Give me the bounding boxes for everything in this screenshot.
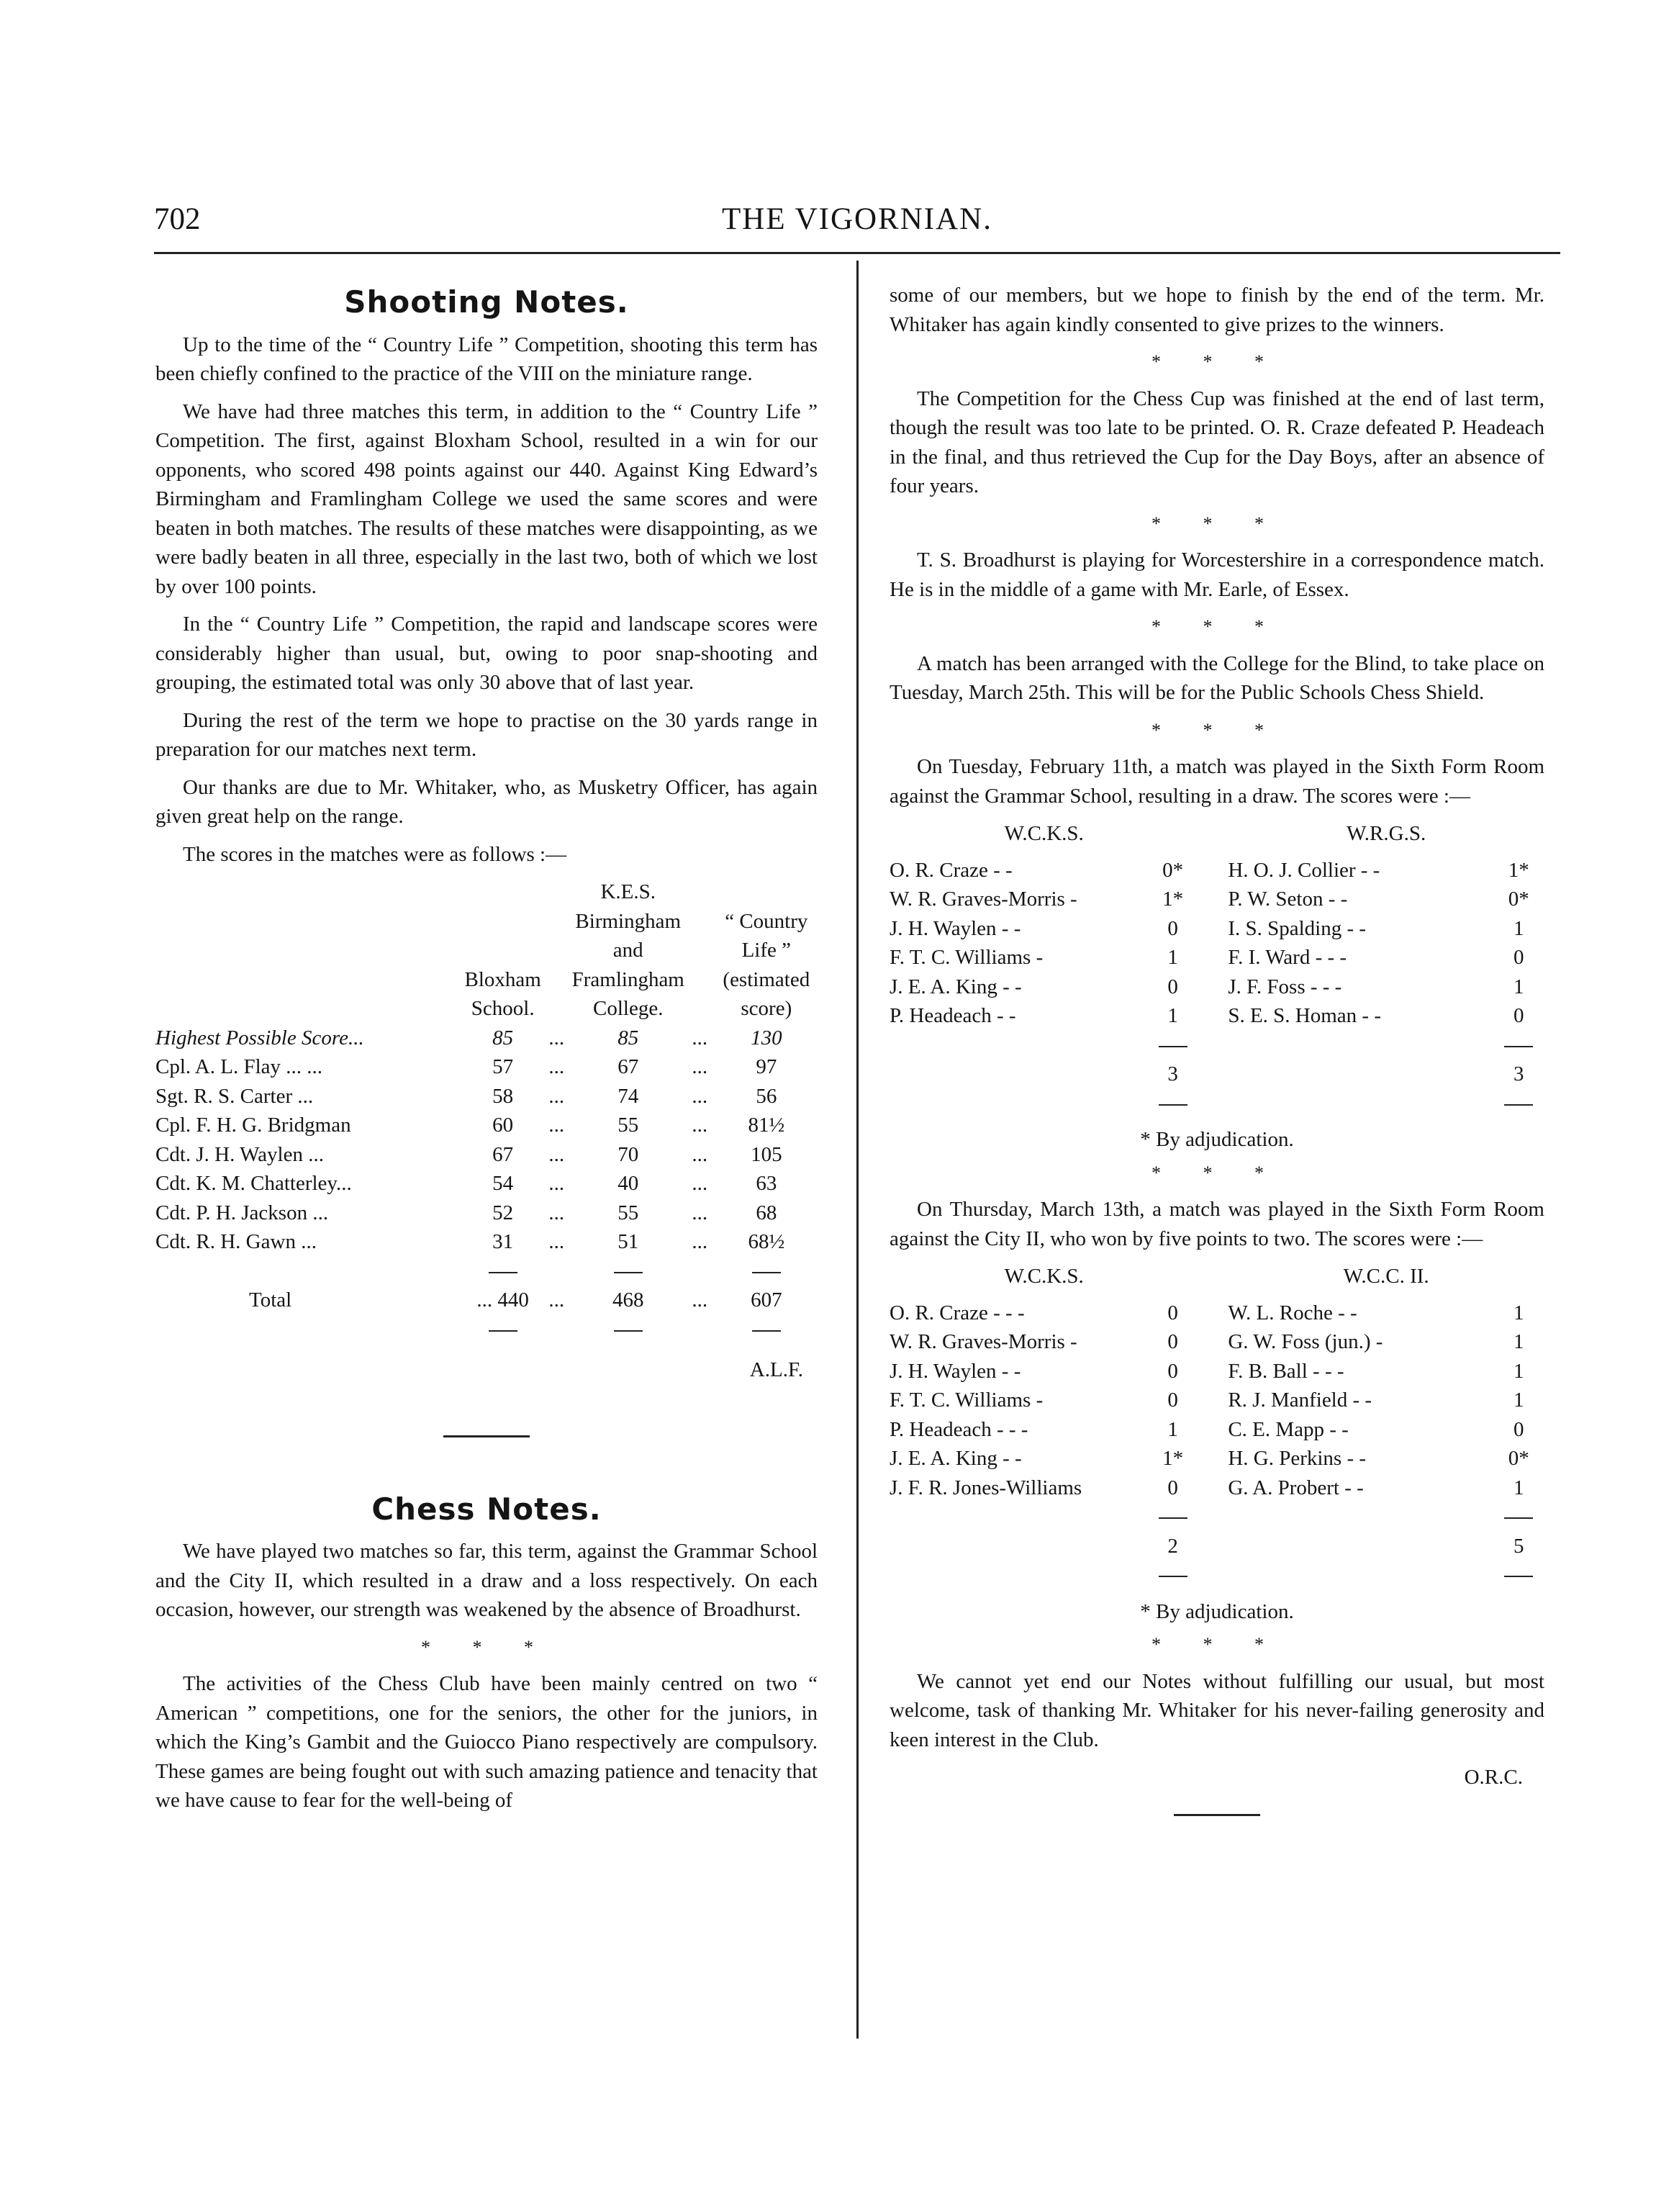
col-header-bloxham: Bloxham School.: [464, 967, 541, 1020]
match2-header: [890, 1262, 1544, 1299]
chess-blind: A match has been arranged with the College for the Blind, to take place on Tuesday, March 25th. This will be for the Public Schools Chess Shield.: [890, 651, 1544, 704]
chess-closing: We cannot yet end our Notes without fulfilling our usual, but most welcome, task of thanking Mr. Whitaker for his never-failing generosity and keen interest in the Club.: [890, 1669, 1544, 1751]
player1: J. E. A. King - -: [890, 975, 1022, 998]
score1: 0: [1167, 1476, 1178, 1499]
player1: W. R. Graves-Morris -: [890, 1330, 1077, 1353]
player2: G. W. Foss (jun.) -: [1228, 1330, 1383, 1353]
table-row: [155, 1052, 818, 1082]
score1: 1: [1167, 1417, 1178, 1441]
table-row: [890, 856, 1544, 885]
score2: 0*: [1508, 888, 1529, 911]
right-column: [890, 281, 1544, 1816]
score1: 0*: [1162, 858, 1184, 882]
player1: J. H. Waylen - -: [890, 916, 1021, 940]
score1: 1: [1167, 946, 1178, 969]
chess-broadhurst: T. S. Broadhurst is playing for Worcestershire in a correspondence match. He is in the middle of a game with Mr. Earle, of Essex.: [890, 549, 1544, 601]
team2-name: W.R.G.S.: [1347, 822, 1426, 845]
total1: 2: [1167, 1534, 1178, 1558]
row-dots: ...: [548, 1201, 565, 1224]
score1: 1*: [1162, 1447, 1184, 1470]
table-row: [890, 1473, 1544, 1503]
player2: I. S. Spalding - -: [1228, 916, 1367, 940]
column-divider: [856, 261, 859, 2039]
row-c2: 55: [617, 1114, 639, 1137]
row-c3: 68: [756, 1201, 777, 1224]
row-name: Cpl. A. L. Flay ... ...: [155, 1055, 323, 1078]
row-dots: ...: [548, 1055, 565, 1078]
stars-separator: * * *: [1151, 719, 1282, 741]
chess-continued: some of our members, but we hope to finish by the end of the term. Mr. Whitaker has again kindly consented to give prizes to the winners.: [890, 284, 1544, 336]
shooting-heading: Shooting Notes.: [344, 284, 629, 320]
score1: 1: [1167, 1004, 1178, 1027]
match1-table: [890, 819, 1544, 1118]
sum-rule: [1159, 1576, 1187, 1577]
score2: 0: [1513, 946, 1524, 969]
score2: 1*: [1508, 858, 1529, 882]
row-name: Cdt. P. H. Jackson ...: [155, 1201, 329, 1224]
score1: 0: [1167, 1359, 1178, 1383]
sum-rule: [752, 1272, 781, 1273]
player2: F. I. Ward - - -: [1228, 946, 1347, 969]
total1: 3: [1167, 1062, 1178, 1085]
row-c1: 54: [492, 1172, 514, 1195]
sum-rule-row: [155, 1315, 818, 1345]
player1: W. R. Graves-Morris -: [890, 888, 1077, 911]
player1: J. E. A. King - -: [890, 1447, 1022, 1470]
total-row: [890, 1060, 1544, 1089]
table-row: [890, 1386, 1544, 1415]
stars-separator: * * *: [1151, 616, 1282, 637]
row-dots: ...: [548, 1288, 565, 1312]
row-dots: ...: [692, 1288, 708, 1312]
sum-rule: [1159, 1104, 1187, 1106]
row-c3: 56: [756, 1084, 777, 1108]
score1: 0: [1167, 1301, 1178, 1324]
sum-rule-row: [890, 1031, 1544, 1060]
table-header-row: [155, 877, 818, 1024]
row-c1: 85: [492, 1026, 514, 1049]
row-dots: ...: [548, 1114, 565, 1137]
table-row: [155, 1169, 818, 1198]
match2-intro: On Thursday, March 13th, a match was played in the Sixth Form Room against the City II, who won by five points to two. The scores were :—: [890, 1198, 1544, 1250]
player1: O. R. Craze - - -: [890, 1301, 1025, 1324]
section-separator: [443, 1435, 530, 1437]
table-row: [890, 1415, 1544, 1445]
total-label: Total: [249, 1288, 292, 1312]
table-row: [155, 1111, 818, 1140]
table-row: [890, 1001, 1544, 1031]
player1: J. F. R. Jones-Williams: [890, 1476, 1082, 1499]
player2: J. F. Foss - - -: [1228, 975, 1342, 998]
sum-rule: [489, 1272, 517, 1273]
player2: H. O. J. Collier - -: [1228, 858, 1380, 882]
col-header-country-life: “ Country Life ” (estimated score): [723, 909, 810, 1020]
table-row: [890, 1444, 1544, 1473]
sum-rule-row: [155, 1257, 818, 1286]
row-dots: ...: [548, 1084, 565, 1108]
chess-signature: O.R.C.: [1464, 1766, 1523, 1789]
player1: O. R. Craze - -: [890, 858, 1013, 882]
shooting-paragraph: Up to the time of the “ Country Life ” Competition, shooting this term has been chiefly confined to the practice of the VIII on the miniature range.: [155, 333, 818, 385]
row-c1: 67: [492, 1142, 514, 1166]
row-dots: ...: [692, 1230, 708, 1253]
team1-name: W.C.K.S.: [1004, 822, 1084, 845]
total-c3: 607: [751, 1288, 782, 1312]
score2: 1: [1513, 1301, 1524, 1324]
score2: 1: [1513, 916, 1524, 940]
total2: 5: [1513, 1534, 1524, 1558]
player2: R. J. Manfield - -: [1228, 1389, 1372, 1412]
score1: 1*: [1162, 888, 1184, 911]
sum-rule: [1504, 1517, 1533, 1519]
score1: 0: [1167, 916, 1178, 940]
row-name: Cdt. J. H. Waylen ...: [155, 1142, 324, 1166]
sum-rule: [614, 1272, 643, 1273]
player2: C. E. Mapp - -: [1228, 1417, 1349, 1441]
table-row: [890, 1299, 1544, 1328]
shooting-signature: A.L.F.: [749, 1358, 803, 1381]
player1: J. H. Waylen - -: [890, 1359, 1021, 1383]
score1: 0: [1167, 1389, 1178, 1412]
score2: 0: [1513, 1417, 1524, 1441]
score1: 0: [1167, 1330, 1178, 1353]
row-c2: 51: [617, 1230, 639, 1253]
row-dots: ...: [692, 1142, 708, 1166]
row-dots: ...: [692, 1084, 708, 1108]
table-intro: The scores in the matches were as follows :—: [183, 842, 567, 866]
match2-footnote: * By adjudication.: [1140, 1599, 1294, 1623]
player2: W. L. Roche - -: [1228, 1301, 1357, 1324]
row-dots: ...: [548, 1142, 565, 1166]
row-dots: ...: [692, 1172, 708, 1195]
table-row: [890, 943, 1544, 972]
stars-separator: * * *: [1151, 513, 1282, 534]
row-c2: 70: [617, 1142, 639, 1166]
running-title: THE VIGORNIAN.: [722, 202, 992, 236]
stars-separator: * * *: [1151, 351, 1282, 372]
table-row: [155, 1227, 818, 1257]
score2: 0: [1513, 1004, 1524, 1027]
score2: 0*: [1508, 1447, 1529, 1470]
player2: S. E. S. Homan - -: [1228, 1004, 1381, 1027]
row-name: Cpl. F. H. G. Bridgman: [155, 1114, 351, 1137]
chess-intro: We have played two matches so far, this term, against the Grammar School and the City II, which resulted in a draw and a loss respectively. On each occasion, however, our strength was weakened by the absence of Broadhurst.: [155, 1540, 818, 1621]
table-row: [155, 1140, 818, 1170]
row-c2: 85: [617, 1026, 639, 1049]
col-header-kes: K.E.S. Birmingham and Framlingham College.: [571, 880, 684, 1020]
score2: 1: [1513, 1330, 1524, 1353]
score2: 1: [1513, 1476, 1524, 1499]
player2: G. A. Probert - -: [1228, 1476, 1364, 1499]
stars-separator: * * *: [1151, 1634, 1282, 1655]
sum-rule-row: [890, 1502, 1544, 1532]
row-c1: 31: [492, 1230, 514, 1253]
page-number: 702: [154, 202, 201, 236]
table-row: [890, 972, 1544, 1002]
row-c1: 60: [492, 1114, 514, 1137]
match1-footnote: * By adjudication.: [1140, 1128, 1294, 1151]
table-row: [155, 1082, 818, 1111]
team2-name: W.C.C. II.: [1343, 1265, 1429, 1288]
row-c1: 58: [492, 1084, 514, 1108]
player2: P. W. Seton - -: [1228, 888, 1348, 911]
row-name: Cdt. R. H. Gawn ...: [155, 1230, 317, 1253]
row-c1: 57: [492, 1055, 514, 1078]
shooting-paragraph: We have had three matches this term, in addition to the “ Country Life ” Competition. The first, against Bloxham School, resulted in a win for our opponents, who scored 498 points against our 440. Against King Edward’s Birmingham and Framlingham College we used the same scores and were beaten in both matches. The results of these matches were disappointing, as we were badly beaten in all three, especially in the last two, both of which we lost by over 100 points.: [155, 399, 818, 598]
table-row: [155, 1198, 818, 1228]
sum-rule: [1159, 1046, 1187, 1047]
row-c2: 40: [617, 1172, 639, 1195]
match1-intro: On Tuesday, February 11th, a match was played in the Sixth Form Room against the Grammar School, resulting in a draw. The scores were :—: [890, 755, 1544, 808]
sum-rule-row: [890, 1089, 1544, 1119]
table-row: [890, 1327, 1544, 1357]
chess-heading: Chess Notes.: [371, 1491, 602, 1527]
player1: P. Headeach - -: [890, 1004, 1016, 1027]
row-c2: 67: [617, 1055, 639, 1078]
player2: H. G. Perkins - -: [1228, 1447, 1367, 1470]
total-c1: ... 440: [476, 1288, 529, 1312]
row-dots: ...: [548, 1026, 565, 1049]
sum-rule: [614, 1330, 643, 1332]
end-separator: [1174, 1814, 1260, 1816]
match2-table: [890, 1262, 1544, 1590]
total2: 3: [1513, 1062, 1524, 1085]
shooting-paragraph: Our thanks are due to Mr. Whitaker, who, as Musketry Officer, has again given great help on the range.: [155, 775, 818, 828]
chess-cup: The Competition for the Chess Cup was finished at the end of last term, though the result was too late to be printed. O. R. Craze defeated P. Headeach in the final, and thus retrieved the Cup for the Day Boys, after an absence of four years.: [890, 387, 1544, 497]
chess-activities: The activities of the Chess Club have been mainly centred on two “ American ” competitions, one for the seniors, the other for the juniors, in which the King’s Gambit and the Guiocco Piano respectively are compulsory. These games are being fought out with such amazing patience and tenacity that we have cause to fear for the well-being of: [155, 1672, 818, 1812]
table-row: [890, 1357, 1544, 1386]
table-row: [155, 1024, 818, 1053]
row-dots: ...: [692, 1114, 708, 1137]
row-c2: 55: [617, 1201, 639, 1224]
sum-rule: [1159, 1517, 1187, 1519]
score1: 0: [1167, 975, 1178, 998]
table-row: [890, 885, 1544, 914]
sum-rule-row: [890, 1561, 1544, 1590]
score2: 1: [1513, 1389, 1524, 1412]
shooting-scores-table: [155, 877, 818, 1344]
row-c2: 74: [617, 1084, 639, 1108]
stars-separator: * * *: [421, 1636, 552, 1658]
match1-header: [890, 819, 1544, 856]
sum-rule: [1504, 1104, 1533, 1106]
row-dots: ...: [692, 1026, 708, 1049]
table-row: [890, 914, 1544, 944]
row-c3: 97: [756, 1055, 777, 1078]
row-dots: ...: [692, 1055, 708, 1078]
left-column: [155, 281, 818, 1824]
team1-name: W.C.K.S.: [1004, 1265, 1084, 1288]
player1: F. T. C. Williams -: [890, 946, 1044, 969]
row-name: Sgt. R. S. Carter ...: [155, 1084, 314, 1108]
row-dots: ...: [692, 1201, 708, 1224]
row-name: Highest Possible Score...: [155, 1026, 364, 1049]
sum-rule: [1504, 1046, 1533, 1047]
row-dots: ...: [548, 1230, 565, 1253]
header-rule: [154, 252, 1560, 254]
row-c3: 81½: [748, 1114, 785, 1137]
row-c3: 63: [756, 1172, 777, 1195]
row-c3: 105: [751, 1142, 782, 1166]
total-row: [155, 1286, 818, 1315]
sum-rule: [489, 1330, 517, 1332]
stars-separator: * * *: [1151, 1162, 1282, 1183]
score2: 1: [1513, 1359, 1524, 1383]
sum-rule: [752, 1330, 781, 1332]
page-header: [154, 202, 1560, 245]
total-c2: 468: [612, 1288, 644, 1312]
player1: P. Headeach - - -: [890, 1417, 1028, 1441]
total-row: [890, 1532, 1544, 1561]
row-name: Cdt. K. M. Chatterley...: [155, 1172, 352, 1195]
score2: 1: [1513, 975, 1524, 998]
shooting-paragraph: During the rest of the term we hope to practise on the 30 yards range in preparation for our matches next term.: [155, 708, 818, 761]
row-c3: 68½: [748, 1230, 785, 1253]
player1: F. T. C. Williams -: [890, 1389, 1044, 1412]
row-dots: ...: [548, 1172, 565, 1195]
player2: F. B. Ball - - -: [1228, 1359, 1344, 1383]
sum-rule: [1504, 1576, 1533, 1577]
row-c1: 52: [492, 1201, 514, 1224]
shooting-paragraph: In the “ Country Life ” Competition, the rapid and landscape scores were considerably higher than usual, but, owing to poor snap-shooting and grouping, the estimated total was only 30 above that of last year.: [155, 613, 818, 694]
row-c3: 130: [751, 1026, 782, 1049]
